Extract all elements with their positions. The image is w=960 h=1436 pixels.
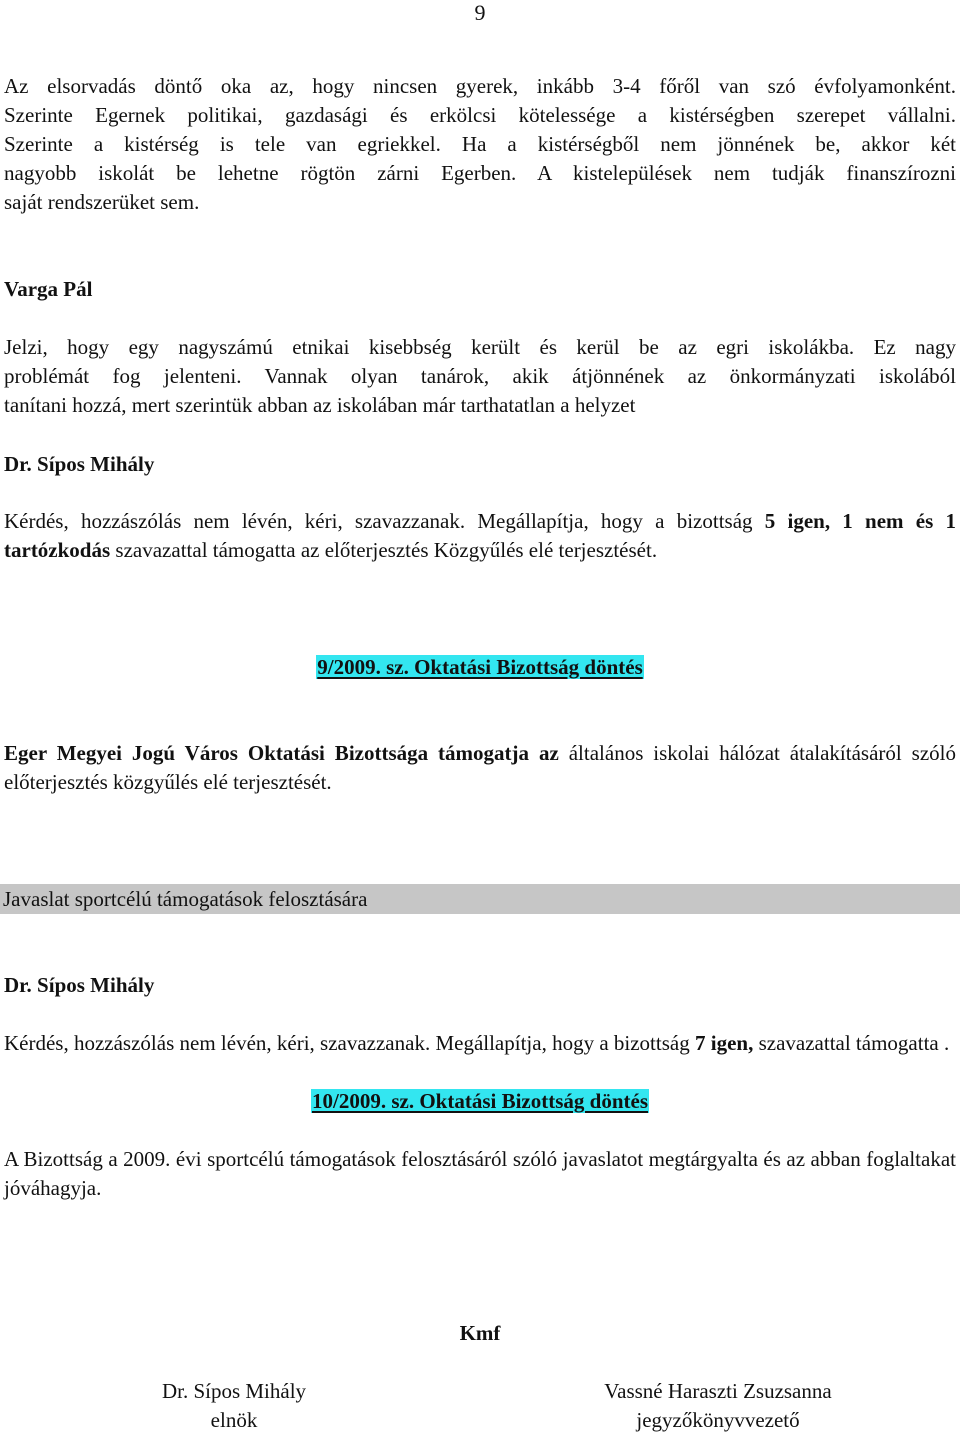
vote-text: Kérdés, hozzászólás nem lévén, kéri, szavazzanak. Megállapítja, hogy a bizottság bbox=[4, 1031, 695, 1055]
kmf-label: Kmf bbox=[459, 1321, 501, 1345]
signature-role: jegyzőkönyvvezető bbox=[636, 1408, 800, 1432]
decision-title: 10/2009. sz. Oktatási Bizottság döntés bbox=[312, 1089, 648, 1113]
decision-body: általános iskolai hálózat átalakításáról szóló előterjesztés közgyűlés elé terjesztését. bbox=[4, 741, 956, 794]
paragraph-line: Szerinte Egernek politikai, gazdasági és erkölcsi kötelessége a kistérségben szerepet vállalni. bbox=[4, 103, 956, 127]
vote-text: szavazattal támogatta az előterjesztés Közgyűlés elé terjesztését. bbox=[110, 538, 658, 562]
signature-role: elnök bbox=[210, 1408, 258, 1432]
decision-title: 9/2009. sz. Oktatási Bizottság döntés bbox=[317, 655, 643, 679]
paragraph-line: Az elsorvadás döntő oka az, hogy nincsen gyerek, inkább 3-4 főről van szó évfolyamonként. bbox=[4, 74, 956, 98]
paragraph-vote bbox=[4, 507, 956, 565]
decision-subject: Eger Megyei Jogú Város Oktatási Bizottsága támogatja az bbox=[4, 741, 559, 765]
decision-heading bbox=[0, 653, 960, 682]
signature-name: Dr. Sípos Mihály bbox=[161, 1379, 307, 1403]
vote-text: szavazattal támogatta . bbox=[753, 1031, 950, 1055]
paragraph-vote bbox=[4, 1029, 956, 1058]
page-number: 9 bbox=[474, 0, 486, 25]
paragraph-intro bbox=[4, 72, 956, 217]
speaker-name: Dr. Sípos Mihály bbox=[4, 973, 155, 997]
paragraph-approval: A Bizottság a 2009. évi sportcélú támogatások felosztásáról szóló javaslatot megtárgyalta és az abban foglaltakat jóváhagyja. bbox=[4, 1147, 956, 1200]
signature-name: Vassné Haraszti Zsuzsanna bbox=[604, 1379, 832, 1403]
decision-text bbox=[4, 739, 956, 797]
paragraph-line: saját rendszerüket sem. bbox=[4, 190, 200, 214]
speaker-name: Varga Pál bbox=[4, 277, 93, 301]
paragraph-line: Szerinte a kistérség is tele van egriekkel. Ha a kistérségből nem jönnének be, akkor két bbox=[4, 132, 956, 156]
vote-count: 5 igen, 1 nem és 1 tartózkodás bbox=[4, 509, 956, 562]
paragraph-line: Jelzi, hogy egy nagyszámú etnikai kisebbség került és kerül be az egri iskolákba. Ez nagy bbox=[4, 335, 956, 359]
paragraph-line: problémát fog jelenteni. Vannak olyan tanárok, akik átjönnének az önkormányzati iskolából bbox=[4, 364, 956, 388]
paragraph-line: nagyobb iskolát be lehetne rögtön zárni Egerben. A kistelepülések nem tudják finanszírozni bbox=[4, 161, 956, 185]
paragraph-varga bbox=[4, 333, 956, 420]
speaker-name: Dr. Sípos Mihály bbox=[4, 452, 155, 476]
paragraph-line: tanítani hozzá, mert szerintük abban az iskolában már tarthatatlan a helyzet bbox=[4, 393, 636, 417]
section-heading-bar bbox=[0, 884, 960, 914]
decision-heading bbox=[0, 1087, 960, 1116]
signature-right bbox=[558, 1377, 878, 1435]
vote-count: 7 igen, bbox=[694, 1031, 754, 1055]
section-title: Javaslat sportcélú támogatások felosztására bbox=[3, 887, 368, 911]
signature-left bbox=[114, 1377, 354, 1435]
vote-text: Kérdés, hozzászólás nem lévén, kéri, szavazzanak. Megállapítja, hogy a bizottság bbox=[4, 509, 765, 533]
